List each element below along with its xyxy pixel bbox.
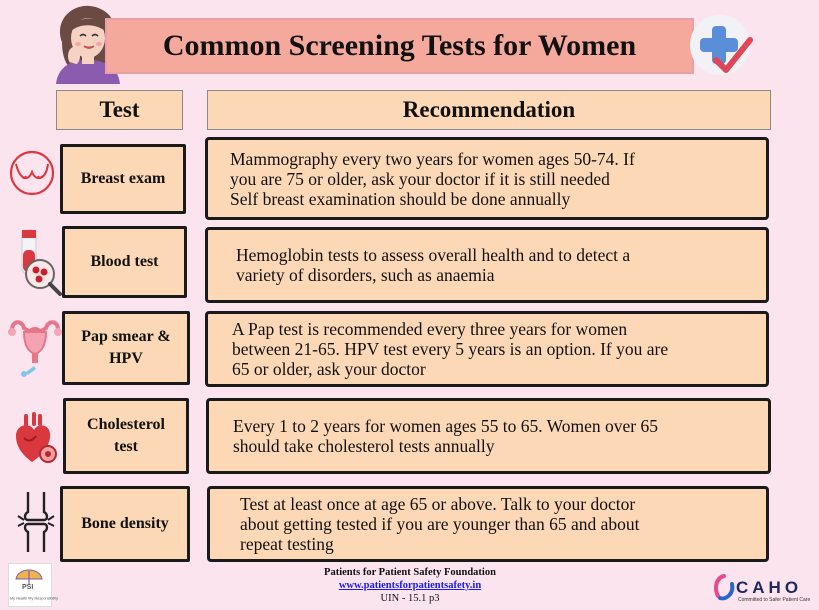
- uterus-icon: [6, 318, 64, 380]
- footer-uin: UIN - 15.1 p3: [380, 593, 440, 604]
- test-label-bone-density: [60, 486, 190, 562]
- umbrella-icon: [14, 565, 44, 585]
- recommendation-line: should take cholesterol tests annually: [233, 436, 495, 456]
- recommendation-blood-test: [205, 227, 769, 303]
- recommendation-line: A Pap test is recommended every three years for women: [232, 319, 628, 339]
- test-label-breast-exam: [60, 144, 186, 214]
- recommendation-line: variety of disorders, such as anaemia: [236, 265, 495, 285]
- footer: [260, 566, 560, 605]
- recommendation-line: Hemoglobin tests to assess overall health and to detect a: [236, 245, 631, 265]
- caho-logo-tagline: Committed to Safer Patient Care: [738, 597, 811, 603]
- recommendation-breast-exam: [205, 137, 769, 220]
- header-test: Test: [56, 90, 183, 130]
- caho-logo-icon: [712, 574, 736, 602]
- recommendation-line: you are 75 or older, ask your doctor if it is still needed: [230, 168, 610, 189]
- psi-logo-tagline: My Health My Responsibility: [10, 596, 59, 601]
- header-recommendation: Recommendation: [207, 90, 771, 130]
- recommendation-bone-density: [207, 486, 769, 562]
- test-label-text: Blood test: [90, 253, 159, 270]
- recommendation-line: between 21-65. HPV test every 5 years is an option. If you are: [232, 339, 669, 359]
- recommendation-line: Self breast examination should be done annually: [230, 188, 571, 209]
- knee-joint-icon: [16, 490, 56, 554]
- recommendation-line: Mammography every two years for women ages 50-74. If: [230, 148, 635, 169]
- psi-logo-mark: PSI: [22, 584, 34, 591]
- test-label-text: Bone density: [81, 515, 169, 532]
- recommendation-cholesterol-test: [206, 398, 771, 474]
- page-title: Common Screening Tests for Women: [162, 29, 637, 62]
- test-label-text: Pap smear & HPV: [81, 328, 171, 367]
- recommendation-line: 65 or older, ask your doctor: [232, 359, 426, 379]
- recommendation-line: about getting tested if you are younger than 65 and about: [240, 514, 640, 534]
- test-label-text: Cholesterol test: [87, 416, 165, 455]
- caho-logo-name: CAHO: [736, 578, 803, 597]
- medical-check-icon: [686, 10, 756, 80]
- test-label-blood-test: [62, 226, 187, 298]
- blood-sample-icon: [14, 228, 64, 296]
- title-banner: [105, 18, 694, 74]
- heart-icon: [10, 410, 60, 466]
- recommendation-line: repeat testing: [240, 534, 334, 554]
- test-label-cholesterol-test: [63, 398, 189, 474]
- recommendation-line: Test at least once at age 65 or above. Talk to your doctor: [240, 494, 636, 514]
- recommendation-line: Every 1 to 2 years for women ages 55 to 65. Women over 65: [233, 416, 658, 436]
- breast-icon: [6, 150, 58, 196]
- recommendation-pap-smear-hpv: [205, 311, 769, 387]
- footer-org: Patients for Patient Safety Foundation: [324, 567, 496, 578]
- test-label-text: Breast exam: [80, 170, 166, 187]
- footer-url-link[interactable]: www.patientsforpatientsafety.in: [338, 580, 482, 591]
- test-label-pap-smear-hpv: [62, 311, 190, 385]
